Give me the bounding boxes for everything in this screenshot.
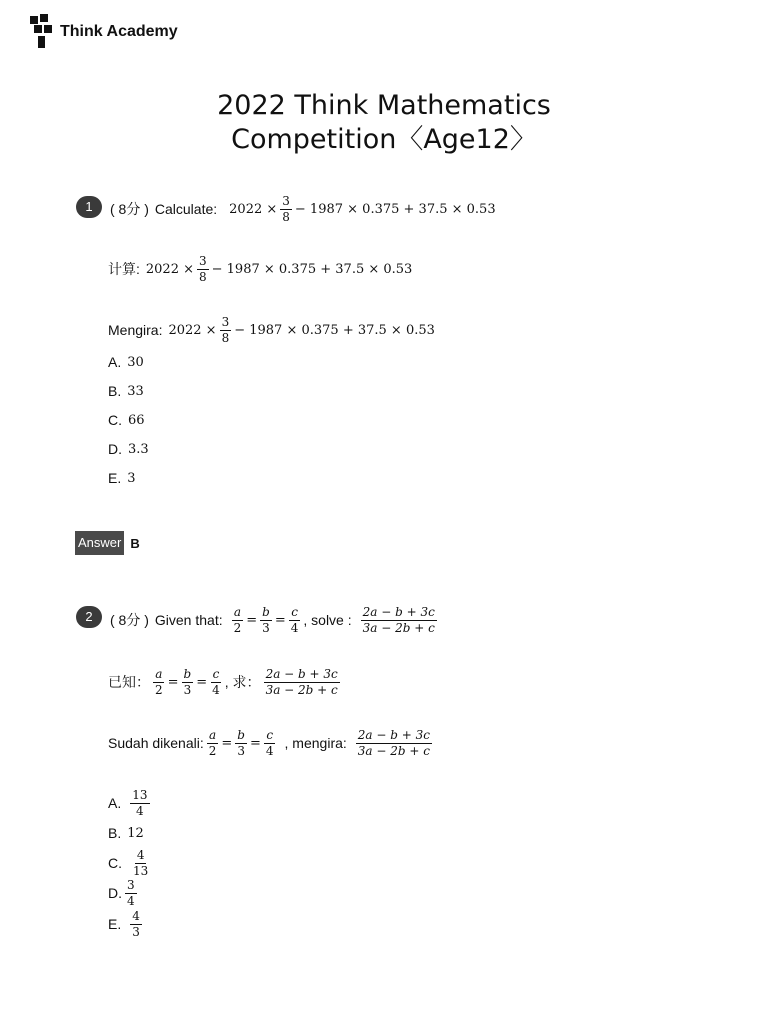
q1-ms-expr-tail: − 1987 × 0.375 + 37.5 × 0.53 [234,322,435,338]
q2-prompt-zh: 已知： $\frac{a}{2}$ = $\frac{b}{3}$ = $\frac{c}{4}$ , 求： $\frac{2a - b + 3c}{3a - 2b + c}$ [108,666,338,697]
q1-ms-expr-fraction: $\frac{3}{8}$ [221,314,230,345]
brand-name: Think Academy [60,23,178,40]
q1-calculate-label: Calculate: [154,201,218,217]
q2-option-b: B. 12 [108,825,144,841]
q2-option-a: A. $\frac{13}{4}$ [108,787,148,818]
q1-zh-expr-lead: 2022 × [145,261,194,277]
q1-expr-tail: − 1987 × 0.375 + 37.5 × 0.53 [294,201,496,217]
question-number-badge: 2 [76,606,102,628]
q1-zh-expr-fraction: $\frac{3}{8}$ [199,253,207,284]
question-number-badge: 1 [76,196,102,218]
q1-option-b: B. 33 [108,383,144,399]
q1-option-d: D. 3.3 [108,441,149,457]
answer-value: B [130,535,140,551]
think-academy-logo-icon [28,14,56,50]
q1-prompt-zh [108,252,412,286]
q1-option-c: C. 66 [108,412,145,428]
q1-prompt-en [110,192,496,226]
q1-zh-label: 计算: [108,261,140,277]
answer-tag: Answer [75,531,124,555]
q2-option-c: C. $\frac{4}{13}$ [108,847,149,878]
q1-answer [75,531,140,555]
document-title-line1: 2022 Think Mathematics [217,90,551,121]
q1-expr-lead: 2022 × [229,201,278,217]
q1-option-a: A. 30 [108,354,144,370]
q2-points: ( 8分 ) [110,612,149,628]
q1-points: ( 8分 ) [110,201,149,217]
q2-prompt-en: ( 8分 ) Given that: $\frac{a}{2}$ = $\frac{b}{3}$ = $\frac{c}{4}$ , solve : $\frac{2a - b + 3c}{3a - 2b + c}$ [110,604,435,635]
q2-option-e: E. $\frac{4}{3}$ [108,908,140,939]
q2-option-d: D. $\frac{3}{4}$ [108,877,135,908]
q1-option-e: E. 3 [108,470,136,486]
q1-expr-fraction: $\frac{3}{8}$ [282,193,290,224]
q1-prompt-ms [108,313,435,347]
q1-ms-expr-lead: 2022 × [168,322,217,338]
document-title-line2: Competition〈Age12〉 [231,124,537,155]
brand-logo [28,14,178,50]
q2-prompt-ms: Sudah dikenali: $\frac{a}{2}$ = $\frac{b}{3}$ = $\frac{c}{4}$ , mengira: $\frac{2a - b + 3c}{3a - 2b + c}$ [108,727,430,758]
q1-ms-label: Mengira: [108,322,163,338]
q1-zh-expr-tail: − 1987 × 0.375 + 37.5 × 0.53 [211,261,413,277]
q2-target-fraction: $\frac{2a - b + 3c}{3a - 2b + c}$ [362,604,435,635]
